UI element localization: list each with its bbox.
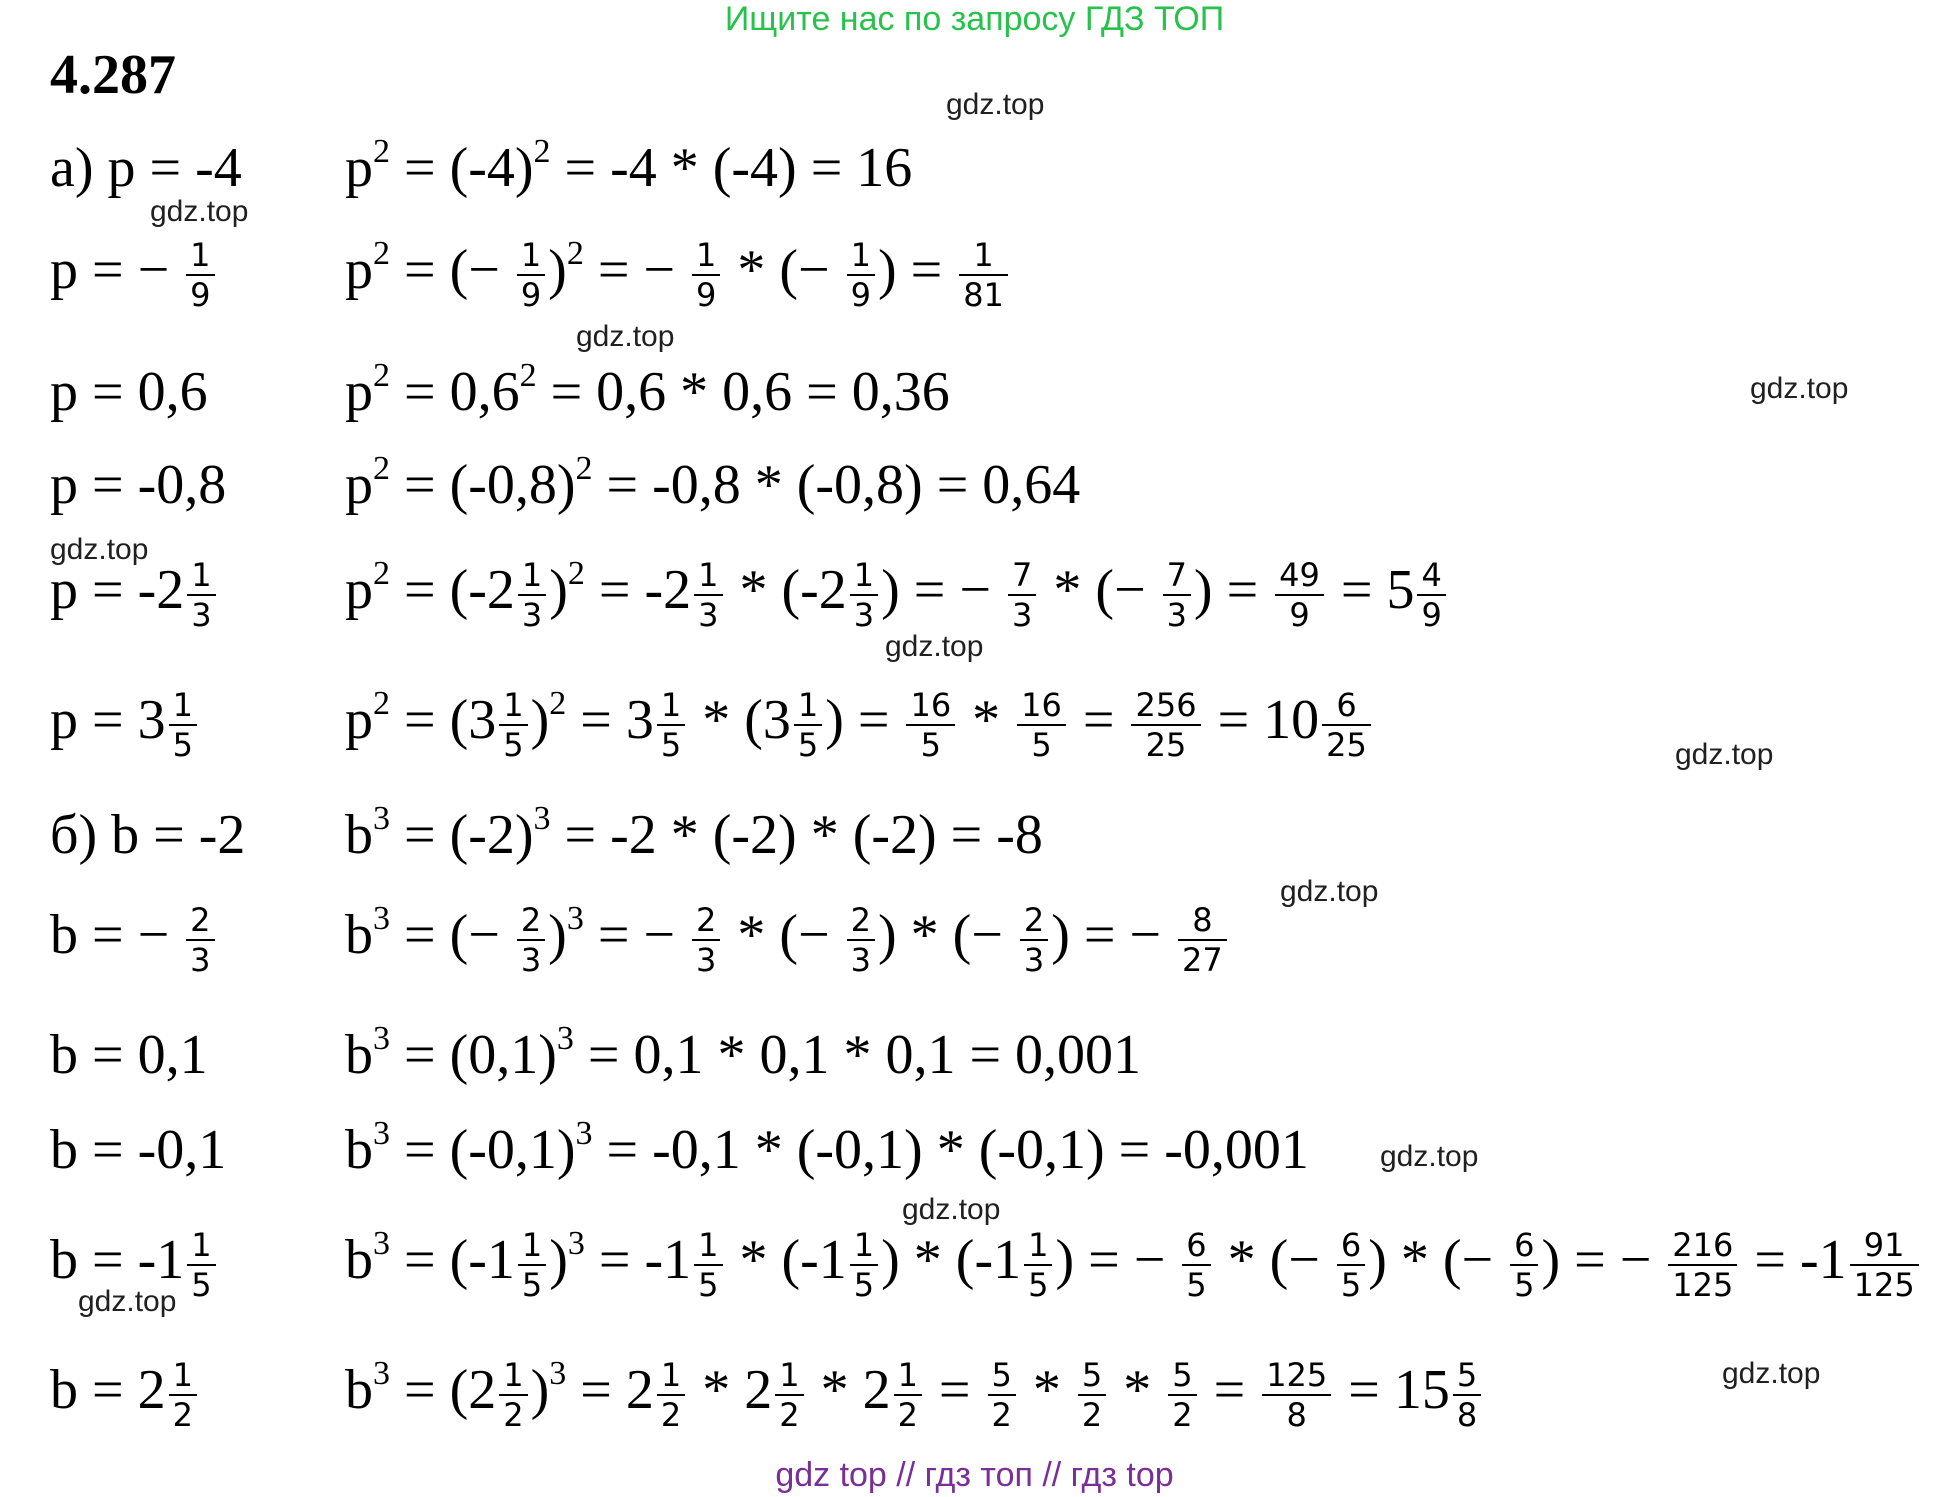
fraction: $\frac{91}{125}$ (1850, 1226, 1919, 1304)
power-computation: $p^2 = (-0,8)^2 = -0,8 * (-0,8) = 0,64$ (345, 450, 1081, 516)
given-value: p = -2 $\frac{1}{3}$ (50, 550, 219, 634)
watermark: gdz.top (885, 630, 984, 663)
exponent: 2 (373, 133, 390, 170)
fraction: $\frac{1}{3}$ (850, 556, 878, 634)
watermark: gdz.top (78, 1285, 177, 1318)
given-value: p = 3 $\frac{1}{5}$ (50, 680, 200, 764)
fraction: $\frac{6}{25}$ (1322, 686, 1371, 764)
exponent: 3 (556, 1020, 574, 1057)
exponent: 2 (373, 555, 390, 592)
fraction: $\frac{16}{5}$ (906, 686, 955, 764)
fraction: $\frac{1}{5}$ (187, 1226, 215, 1304)
exponent: 3 (567, 1225, 585, 1262)
exponent: 2 (575, 450, 593, 487)
power-computation: $b^3 = (2$ $\frac{1}{2}$ )$^3$ = 2 $\frac{1}{2}$ * 2 $\frac{1}{2}$ * 2 $\frac{1}{2}$ = $\frac{5}{2}$ * $\frac{5}{2}$ * $\frac{5}{2}$ = $\frac{125}{8}$ = 15 $\frac{5}{8}$ (345, 1350, 1484, 1434)
fraction: $\frac{5}{2}$ (1078, 1356, 1106, 1434)
task-number: 4.287 (50, 44, 176, 106)
power-computation: $b^3 = (-0,1)^3 = -0,1 * (-0,1) * (-0,1) = -0,001$ (345, 1115, 1309, 1181)
fraction: $\frac{7}{3}$ (1008, 556, 1036, 634)
fraction: $\frac{1}{5}$ (518, 1226, 546, 1304)
fraction: $\frac{1}{2}$ (775, 1356, 803, 1434)
exponent: 3 (373, 1115, 390, 1152)
fraction: $\frac{2}{3}$ (517, 901, 545, 979)
watermark: gdz.top (150, 195, 249, 228)
power-computation: $p^2 = (3$ $\frac{1}{5}$ )$^2$ = 3 $\frac{1}{5}$ * (3 $\frac{1}{5}$ ) = $\frac{16}{5}$ * $\frac{16}{5}$ = $\frac{256}{25}$ = 10 $\frac{6}{25}$ (345, 680, 1374, 764)
exponent: 3 (533, 800, 551, 837)
fraction: $\frac{1}{2}$ (499, 1356, 527, 1434)
given-value: p = -0,8 (50, 454, 227, 516)
watermark: gdz.top (50, 533, 149, 566)
fraction: $\frac{1}{3}$ (187, 556, 215, 634)
footer-links: gdz top // гдз топ // гдз top (775, 1456, 1174, 1494)
exponent: 2 (373, 685, 390, 722)
given-value: b = -1 $\frac{1}{5}$ (50, 1220, 219, 1304)
fraction: $\frac{6}{5}$ (1182, 1226, 1210, 1304)
fraction: $\frac{49}{9}$ (1275, 556, 1324, 634)
fraction: $\frac{5}{2}$ (1168, 1356, 1196, 1434)
watermark: gdz.top (902, 1193, 1001, 1226)
power-computation: $b^3 = (-1$ $\frac{1}{5}$ )$^3$ = -1 $\frac{1}{5}$ * (-1 $\frac{1}{5}$ ) * (-1 $\frac{1}{5}$ ) = − $\frac{6}{5}$ * (− $\frac{6}{5}$ ) * (− $\frac{6}{5}$ ) = − $\frac{216}{125}$ = -1 $\frac{91}{125}$ (345, 1220, 1922, 1304)
exponent: 2 (373, 357, 390, 394)
fraction: $\frac{1}{9}$ (186, 236, 214, 314)
watermark: gdz.top (946, 88, 1045, 121)
fraction: $\frac{1}{9}$ (847, 236, 875, 314)
exponent: 2 (519, 357, 537, 394)
fraction: $\frac{1}{2}$ (169, 1356, 197, 1434)
fraction: $\frac{1}{3}$ (518, 556, 546, 634)
fraction: $\frac{2}{3}$ (847, 901, 875, 979)
fraction: $\frac{1}{2}$ (894, 1356, 922, 1434)
fraction: $\frac{1}{5}$ (657, 686, 685, 764)
exponent: 3 (566, 900, 584, 937)
fraction: $\frac{7}{3}$ (1163, 556, 1191, 634)
given-value: p = − $\frac{1}{9}$ (50, 230, 218, 314)
fraction: $\frac{8}{27}$ (1178, 901, 1227, 979)
watermark: gdz.top (1380, 1140, 1479, 1173)
fraction: $\frac{1}{3}$ (694, 556, 722, 634)
given-value: p = 0,6 (50, 361, 208, 423)
fraction: $\frac{2}{3}$ (186, 901, 214, 979)
fraction: $\frac{1}{5}$ (1024, 1226, 1052, 1304)
watermark: gdz.top (576, 320, 675, 353)
fraction: $\frac{1}{9}$ (517, 236, 545, 314)
given-value: б) b = -2 (50, 804, 246, 866)
exponent: 2 (566, 235, 584, 272)
given-value: b = -0,1 (50, 1119, 227, 1181)
fraction: $\frac{1}{9}$ (692, 236, 720, 314)
power-computation: $p^2 = (-4)^2 = -4 * (-4) = 16$ (345, 133, 913, 199)
fraction: $\frac{16}{5}$ (1017, 686, 1066, 764)
fraction: $\frac{1}{5}$ (794, 686, 822, 764)
given-value: b = − $\frac{2}{3}$ (50, 895, 218, 979)
power-computation: $p^2 = 0,6^2 = 0,6 * 0,6 = 0,36$ (345, 357, 950, 423)
watermark: gdz.top (1750, 372, 1849, 405)
fraction: $\frac{1}{5}$ (499, 686, 527, 764)
fraction: $\frac{1}{2}$ (657, 1356, 685, 1434)
fraction: $\frac{2}{3}$ (1020, 901, 1048, 979)
power-computation: $p^2 = (-2$ $\frac{1}{3}$ )$^2$ = -2 $\frac{1}{3}$ * (-2 $\frac{1}{3}$ ) = − $\frac{7}{3}$ * (− $\frac{7}{3}$ ) = $\frac{49}{9}$ = 5 $\frac{4}{9}$ (345, 550, 1449, 634)
fraction: $\frac{5}{2}$ (988, 1356, 1016, 1434)
exponent: 3 (373, 800, 390, 837)
exponent: 3 (373, 900, 390, 937)
exponent: 2 (533, 133, 551, 170)
power-computation: $b^3 = (-2)^3 = -2 * (-2) * (-2) = -8$ (345, 800, 1043, 866)
fraction: $\frac{256}{25}$ (1131, 686, 1200, 764)
fraction: $\frac{5}{8}$ (1453, 1356, 1481, 1434)
fraction: $\frac{1}{5}$ (169, 686, 197, 764)
fraction: $\frac{125}{8}$ (1262, 1356, 1331, 1434)
exponent: 3 (373, 1225, 390, 1262)
exponent: 2 (373, 235, 390, 272)
exponent: 3 (373, 1355, 390, 1392)
exponent: 3 (373, 1020, 390, 1057)
fraction: $\frac{1}{5}$ (850, 1226, 878, 1304)
power-computation: $p^2$ = (− $\frac{1}{9}$ )$^2$ = − $\frac{1}{9}$ * (− $\frac{1}{9}$ ) = $\frac{1}{81}$ (345, 230, 1011, 314)
fraction: $\frac{6}{5}$ (1510, 1226, 1538, 1304)
given-value: b = 0,1 (50, 1024, 208, 1086)
search-banner: Ищите нас по запросу ГДЗ ТОП (724, 0, 1225, 38)
fraction: $\frac{1}{5}$ (694, 1226, 722, 1304)
fraction: $\frac{1}{81}$ (959, 236, 1008, 314)
exponent: 2 (373, 450, 390, 487)
fraction: $\frac{216}{125}$ (1668, 1226, 1737, 1304)
watermark: gdz.top (1722, 1357, 1821, 1390)
watermark: gdz.top (1675, 738, 1774, 771)
exponent: 3 (575, 1115, 593, 1152)
fraction: $\frac{4}{9}$ (1417, 556, 1445, 634)
power-computation: $b^3 = (0,1)^3 = 0,1 * 0,1 * 0,1 = 0,001$ (345, 1020, 1142, 1086)
exponent: 2 (549, 685, 567, 722)
given-value: а) p = -4 (50, 137, 242, 199)
watermark: gdz.top (1280, 875, 1379, 908)
given-value: b = 2 $\frac{1}{2}$ (50, 1350, 200, 1434)
fraction: $\frac{6}{5}$ (1337, 1226, 1365, 1304)
exponent: 2 (567, 555, 585, 592)
exponent: 3 (549, 1355, 567, 1392)
power-computation: $b^3$ = (− $\frac{2}{3}$ )$^3$ = − $\frac{2}{3}$ * (− $\frac{2}{3}$ ) * (− $\frac{2}{3}$ ) = − $\frac{8}{27}$ (345, 895, 1230, 979)
fraction: $\frac{2}{3}$ (692, 901, 720, 979)
